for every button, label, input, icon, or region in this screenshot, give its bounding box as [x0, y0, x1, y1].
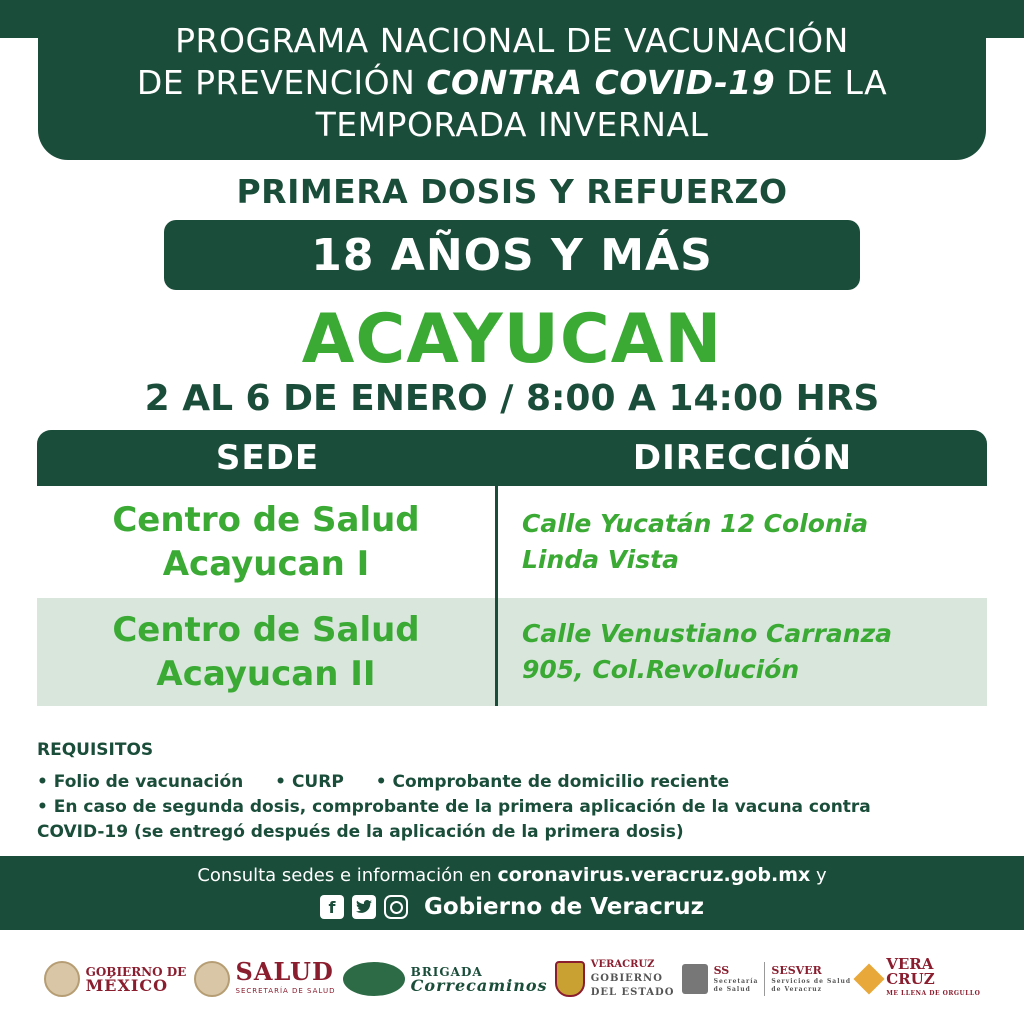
footer-band [0, 856, 1024, 930]
gob-mexico-b: MÉXICO [85, 976, 169, 995]
veracruz-shield-icon [555, 961, 585, 997]
veracruz-a: VERACRUZ [590, 959, 655, 970]
dates-hours: 2 AL 6 DE ENERO / 8:00 A 14:00 HRS [144, 378, 880, 419]
logo-veracruz-orgullo [858, 957, 980, 1001]
sede-cell [37, 598, 498, 706]
sede-line-2: Acayucan II [156, 654, 376, 694]
brigada-b: Correcaminos [410, 976, 548, 995]
salud-seal-icon [194, 961, 230, 997]
logo-gobierno-mexico [44, 961, 187, 997]
instagram-icon[interactable] [384, 895, 408, 919]
vc-a: VERA [886, 955, 934, 973]
sponsor-logos [0, 944, 1024, 1014]
ss-emblem-icon [682, 964, 708, 994]
requirements-line-2: • En caso de segunda dosis, comprobante de la primera aplicación de la vacuna contra [37, 797, 871, 817]
sesver-sub-2: de Veracruz [771, 986, 823, 993]
org-name: Gobierno de Veracruz [424, 894, 704, 920]
sede-line-1: Centro de Salud [112, 500, 420, 540]
direccion-cell [498, 486, 987, 598]
veracruz-b: GOBIERNO [590, 973, 663, 984]
table-row [37, 598, 987, 706]
veracruz-star-icon [854, 963, 885, 994]
requirements-line-1 [37, 770, 987, 795]
direccion-line-1: Calle Venustiano Carranza [522, 619, 893, 648]
req-folio: • Folio de vacunación [37, 772, 244, 792]
sede-line-1: Centro de Salud [112, 610, 420, 650]
consult-post: y [816, 865, 827, 886]
program-header [38, 0, 986, 160]
direccion-cell [498, 598, 987, 706]
requirements-title: REQUISITOS [37, 740, 154, 760]
header-line-2 [38, 62, 986, 104]
mexico-seal-icon [44, 961, 80, 997]
header-direccion: DIRECCIÓN [632, 438, 853, 478]
header-line-3: TEMPORADA INVERNAL [315, 105, 709, 144]
header-line-2-post: DE LA [786, 63, 888, 102]
ss-text: SS [713, 964, 730, 977]
table-row [37, 486, 987, 598]
consult-pre: Consulta sedes e información en [197, 865, 492, 886]
header-line-2-bold: CONTRA COVID-19 [426, 63, 776, 102]
header-line-1: PROGRAMA NACIONAL DE VACUNACIÓN [175, 21, 849, 60]
salud-text: SALUD [235, 957, 334, 986]
social-row [0, 894, 1024, 920]
requirements-line-3: COVID-19 (se entregó después de la aplicación de la primera dosis) [37, 822, 684, 842]
requirements [37, 740, 987, 845]
req-comprobante: • Comprobante de domicilio reciente [375, 772, 730, 792]
header-sede: SEDE [215, 438, 320, 478]
ss-sub-1: Secretaría [713, 978, 759, 985]
sede-line-2: Acayucan I [162, 544, 370, 584]
vc-c: ME LLENA DE ORGULLO [886, 990, 981, 997]
age-badge: 18 AÑOS Y MÁS [164, 220, 860, 290]
logo-salud [194, 957, 336, 998]
logo-ss-sesver [682, 962, 851, 996]
dose-subtitle: PRIMERA DOSIS Y REFUERZO [236, 172, 788, 211]
sesver-sub-1: Servicios de Salud [771, 978, 852, 985]
roadrunner-icon [343, 962, 405, 996]
direccion-line-2: 905, Col.Revolución [522, 655, 800, 684]
sede-cell [37, 486, 498, 598]
gob-mexico-a: GOBIERNO DE [85, 965, 187, 979]
header-line-2-pre: DE PREVENCIÓN [136, 63, 416, 102]
website-link[interactable]: coronavirus.veracruz.gob.mx [497, 864, 811, 886]
sesver-text: SESVER [771, 964, 822, 977]
twitter-icon[interactable] [352, 895, 376, 919]
locations-table [37, 430, 987, 706]
table-header [37, 430, 987, 486]
facebook-icon[interactable]: f [320, 895, 344, 919]
direccion-line-2: Linda Vista [522, 545, 679, 574]
brigada-a: BRIGADA [410, 965, 483, 979]
consult-text [0, 864, 1024, 886]
logo-divider [764, 962, 765, 996]
salud-sub: SECRETARÍA DE SALUD [235, 987, 336, 995]
direccion-line-1: Calle Yucatán 12 Colonia [522, 509, 869, 538]
city-title: ACAYUCAN [301, 300, 723, 379]
veracruz-c: DEL ESTADO [590, 987, 675, 998]
req-curp: • CURP [275, 772, 344, 792]
logo-veracruz-gobierno [555, 958, 675, 1000]
logo-brigada [343, 962, 548, 996]
ss-sub-2: de Salud [713, 986, 751, 993]
vc-b: CRUZ [886, 970, 935, 988]
